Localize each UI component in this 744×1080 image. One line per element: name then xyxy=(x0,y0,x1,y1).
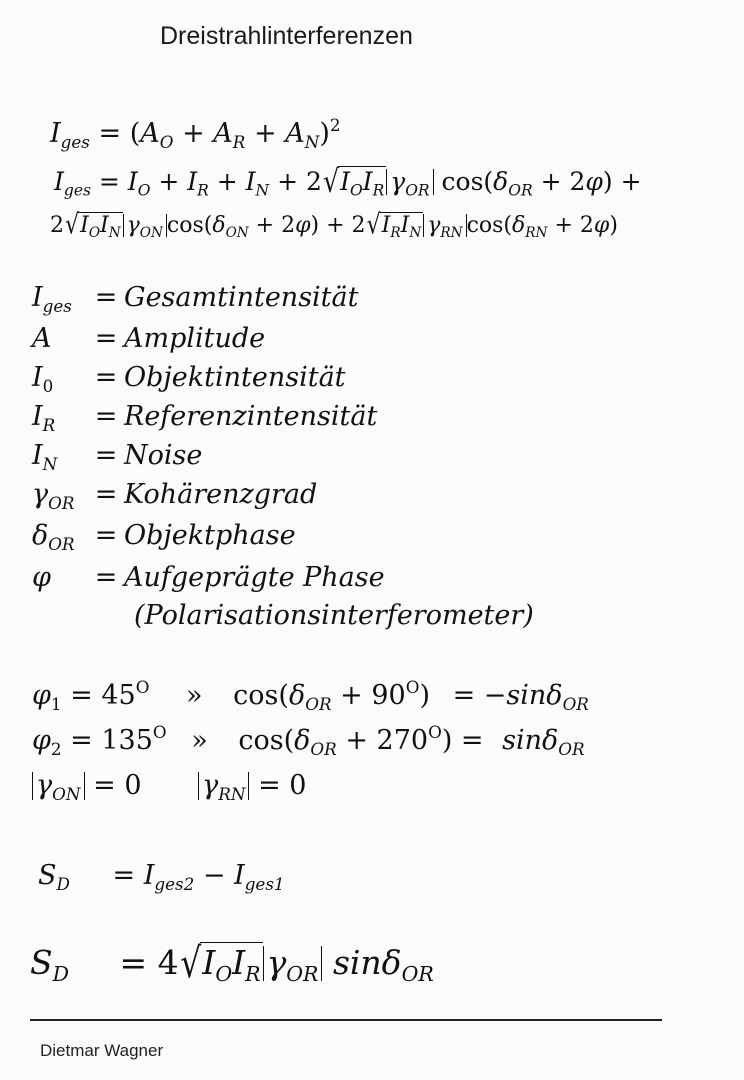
definition-row: $I_N$ = Noise xyxy=(32,440,203,474)
equation-total-amplitude: $I_{ges} = (A_O + A_R + A_N)^2$ xyxy=(50,115,341,152)
definition-row: $\gamma_{OR}$ = Kohärenzgrad xyxy=(32,479,318,513)
equation-coherence-zero: $\gamma_{ON} = 0$ $\gamma_{RN} = 0$ xyxy=(32,770,306,801)
footer-divider xyxy=(30,1019,662,1021)
author-name: Dietmar Wagner xyxy=(40,1041,164,1060)
equation-total-intensity-line2: $2√I_OI_N$ $\gamma_{ON}$ $\cos(\delta_{ON} + 2\varphi) + 2√I_RI_N$ $\gamma_{RN}$ $\cos(\delta_{RN} + 2\varphi)$ xyxy=(50,209,618,242)
equation-phi2: $\varphi_2 = 135^O$ » $\cos(\delta_{OR} + 270^O) = \sin\delta_{OR}$ xyxy=(32,722,585,759)
definition-row: A = Amplitude xyxy=(32,323,266,354)
page-title: Dreistrahlinterferenzen xyxy=(160,22,413,50)
equation-total-intensity-line1: $I_{ges} = I_O + I_R + I_N + 2√I_OI_R$ $\gamma_{OR}$ $\cos(\delta_{OR} + 2\varphi)$ + xyxy=(54,163,642,200)
definition-row: $I_R$ = Referenzintensität xyxy=(32,401,378,435)
equation-phi1: $\varphi_1 = 45^O$ » $\cos(\delta_{OR} + 90^O) = -\sin\delta_{OR}$ xyxy=(32,677,589,714)
definition-row: $\delta_{OR}$ = Objektphase xyxy=(32,520,296,554)
equation-signal-difference: $S_D = I_{ges2} - I_{ges1}$ xyxy=(38,860,285,894)
definition-row: φ = Aufgeprägte Phase xyxy=(32,562,385,593)
definition-note: (Polarisationsinterferometer) xyxy=(134,600,534,631)
equation-signal-result: $S_D = 4√I_OI_R$ $\gamma_{OR}$ sinδ$_{OR}$ xyxy=(30,938,434,987)
definition-row: $I_{ges}$ = Gesamtintensität xyxy=(32,282,359,316)
definition-row: $I_0$ = Objektintensität xyxy=(32,362,346,396)
